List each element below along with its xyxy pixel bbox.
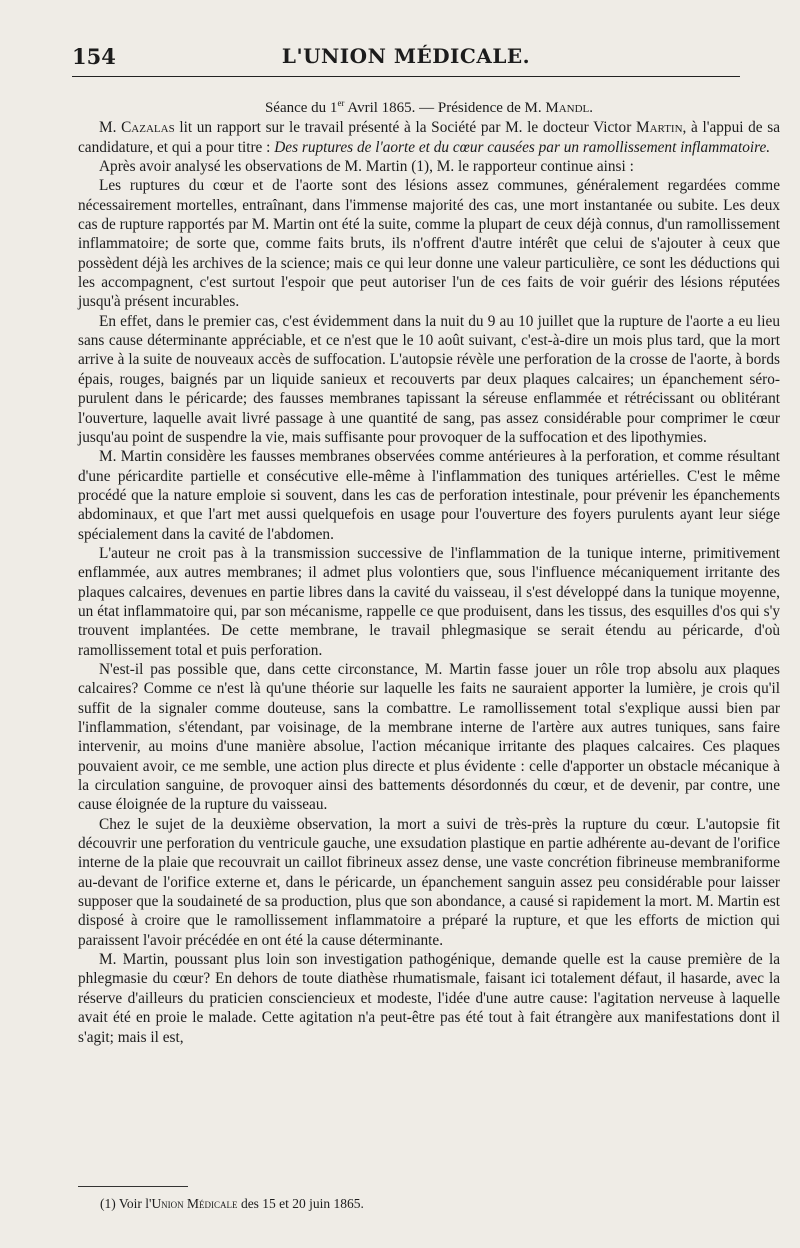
paragraph: M. Martin, poussant plus loin son investigation pathogénique, demande quelle est la cause première de la phlegmasie du cœur? En dehors de toute diathèse rhumatismale, faisant ici totalement défaut, il hasarde, avec la réserve d'ailleurs du praticien consciencieux et modeste, l'idée d'une autre cause: l'agitation nerveuse à laquelle avait été en proie le malade. Cette agitation n'a peut-être pas été tout à fait étrangère aux manifestations dont il s'agit; mais il est,	[78, 951, 780, 1046]
session-heading: Séance du 1er Avril 1865. — Présidence de M. Mandl.	[264, 98, 594, 116]
body-text	[78, 94, 780, 1047]
running-title: L'UNION MÉDICALE.	[281, 44, 531, 68]
president-name: Mandl	[545, 100, 590, 116]
footnote-divider	[78, 1186, 188, 1187]
paragraph: Après avoir analysé les observations de M. Martin (1), M. le rapporteur continue ainsi :	[99, 158, 634, 176]
footnote: (1) Voir l'Union Médicale des 15 et 20 juin 1865.	[100, 1196, 364, 1211]
paragraph: M. Cazalas lit un rapport sur le travail présenté à la Société par M. le docteur Victor Martin, à l'appui de sa candidature, et qui a pour titre : Des ruptures de l'aorte et du cœur causées par un ramollissement inflammatoire.	[78, 119, 780, 156]
paragraph: M. Martin considère les fausses membranes observées comme antérieures à la perforation, et comme résultant d'une péricardite partielle et consécutive elle-même à l'inflammation des tuniques artérielles. C'est le même procédé que la nature emploie si souvent, dans les cas de perforation intestinale, pour prévenir les épanchements abdominaux, et que l'art met aussi quelquefois en usage pour l'ouverture des foyers purulents ayant leur siége spécialement dans la cavité de l'abdomen.	[78, 448, 780, 543]
paragraph: Chez le sujet de la deuxième observation, la mort a suivi de très-près la rupture du cœur. L'autopsie fit découvrir une perforation du ventricule gauche, une exsudation plastique en partie adhérente au-devant de l'orifice interne de la plaie que recouvrait un caillot fibrineux assez dense, une vaste concrétion fibrineuse membraniforme au-devant de l'orifice externe et, dans le péricarde, un épanchement sanguin assez peu considérable pour laisser supposer que la soudaineté de sa production, plus que son abondance, a causé si rapidement la mort. M. Martin est disposé à croire que le ramollissement inflammatoire a préparé la rupture, et que les efforts de miction qui paraissent l'avoir précédée en ont été la cause déterminante.	[78, 815, 780, 949]
paragraph: Les ruptures du cœur et de l'aorte sont des lésions assez communes, généralement regardées comme nécessairement mortelles, entraînant, dans l'immense majorité des cas, une mort instantanée ou subite. Les deux cas de rupture rapportés par M. Martin ont été la suite, comme la plupart de ceux déjà connus, d'un ramollissement inflammatoire; de sorte que, comme faits bruts, ils n'offrent d'autre intérêt que celui de s'ajouter à ceux que possèdent déjà les archives de la science; mais ce qui leur donne une valeur particulière, ce sont les déductions qui les accompagnent, c'est surtout l'espoir que peut autoriser l'un de ces faits de voir guérir des lésions réputées jusqu'à présent incurables.	[78, 177, 780, 311]
page-number: 154	[72, 44, 116, 69]
paragraph: L'auteur ne croit pas à la transmission successive de l'inflammation de la tunique interne, primitivement enflammée, aux autres membranes; il admet plus volontiers que, sous l'influence mécaniquement irritante des plaques calcaires, devenues en partie libres dans la cavité du vaisseau, il s'est développé dans la tunique moyenne, un état inflammatoire qui, par son mécanisme, rappelle ce que produisent, dans les tissus, des esquilles d'os qui s'y trouvent implantées. De cette membrane, le travail phlegmasique se serait étendu au péricarde, d'où ramollissement total et puis perforation.	[78, 544, 780, 659]
work-title: Des ruptures de l'aorte et du cœur causées par un ramollissement inflammatoire.	[274, 138, 771, 156]
paragraph: N'est-il pas possible que, dans cette circonstance, M. Martin fasse jouer un rôle trop absolu aux plaques calcaires? Comme ce n'est là qu'une théorie sur laquelle les faits ne sauraient apporter la lumière, je crois qu'il suffit de la signaler comme douteuse, sans la combattre. Le ramollissement total s'explique aussi bien par l'inflammation, s'étendant, par voisinage, de la membrane interne de l'artère aux autres tuniques, sans faire intervenir, au moins d'une manière absolue, l'action mécanique irritante des plaques calcaires. Ces plaques pouvaient avoir, ce me semble, une action plus directe et plus évidente : celle d'apporter un obstacle mécanique à la circulation sanguine, de provoquer ainsi des battements désordonnés du cœur, et de devenir, par contre, une cause éloignée de la rupture du vaisseau.	[78, 660, 780, 814]
paragraph: En effet, dans le premier cas, c'est évidemment dans la nuit du 9 au 10 juillet que la rupture de l'aorte a eu lieu sans cause déterminante appréciable, et ce n'est que le 10 août suivant, c'est-à-dire un mois plus tard, que la mort arrive à la suite de nouveaux accès de suffocation. L'autopsie révèle une perforation de la crosse de l'aorte, à bords épais, rouges, baignés par un liquide sanieux et recouverts par deux plaques calcaires; un épanchement séro-purulent dans le péricarde; des fausses membranes tapissant la séreuse enflammée et rétrécissant ou oblitérant l'ouverture, laquelle avait livré passage à une quantité de sang, pas assez considérable pour comprimer le cœur jusqu'au point de suspendre la vie, mais suffisante pour provoquer de la suffocation et des lipothymies.	[78, 312, 780, 446]
page-header	[72, 42, 740, 77]
